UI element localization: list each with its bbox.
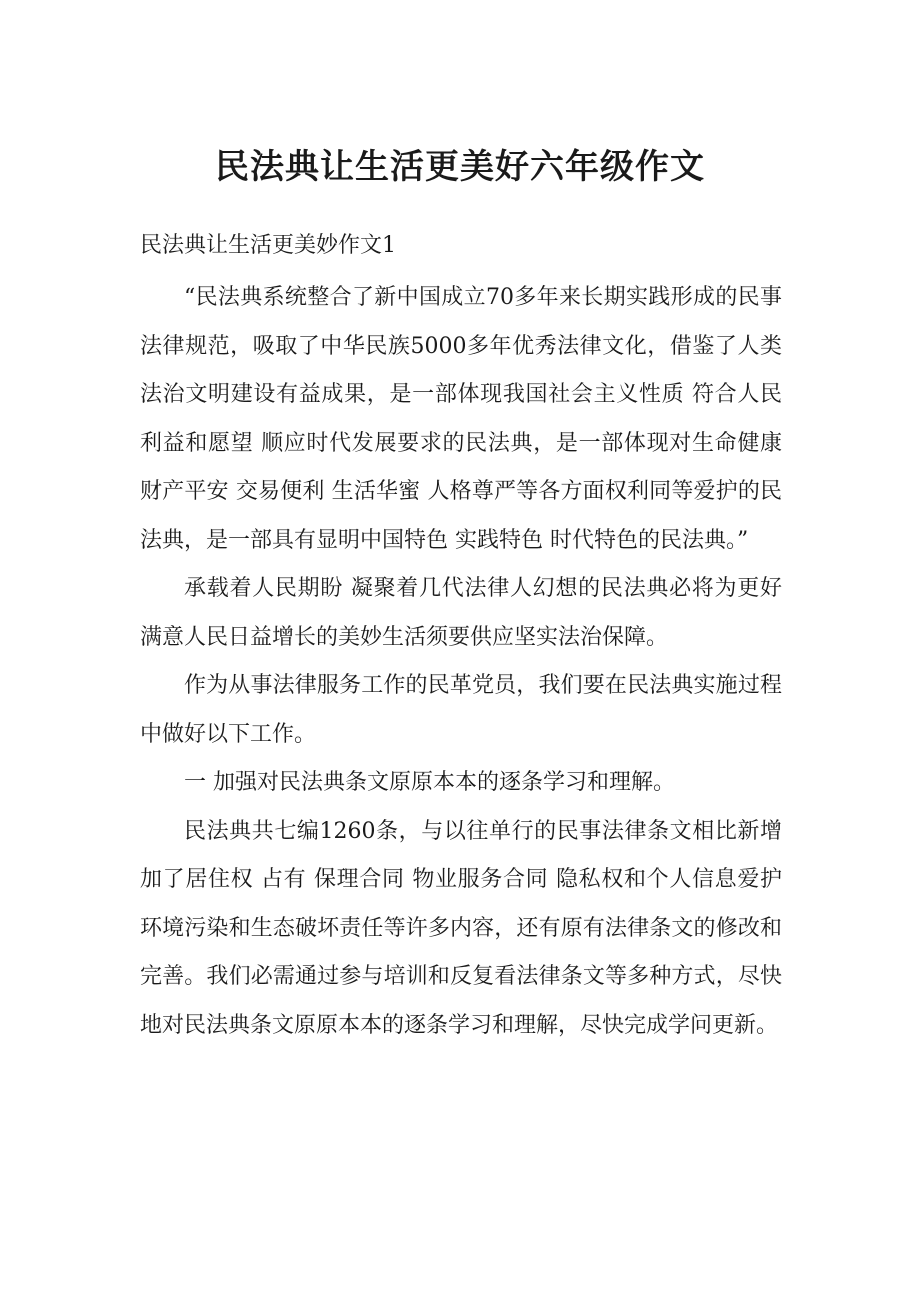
document-subtitle: 民法典让生活更美妙作文1 xyxy=(140,233,396,258)
paragraph-point-one: 一 加强对民法典条文原原本本的逐条学习和理解。 xyxy=(184,770,675,795)
paragraph-expectation: 承载着人民期盼 凝聚着几代法律人幻想的民法典必将为更好满意人民日益增长的美妙生活须要供应坚实法治保障。 xyxy=(140,576,782,650)
document-title: 民法典让生活更美好六年级作文 xyxy=(215,147,705,187)
paragraph-code-content: 民法典共七编1260条，与以往单行的民事法律条文相比新增加了居住权 占有 保理合同 物业服务合同 隐私权和个人信息爱护 环境污染和生态破坏责任等许多内容，还有原有法律条文的修改和完善。我们必需通过参与培训和反复看法律条文等多种方式，尽快地对民法典条文原原本本的逐条学习和理解，尽快完成学问更新。 xyxy=(140,818,782,1038)
paragraph-duty: 作为从事法律服务工作的民革党员，我们要在民法典实施过程中做好以下工作。 xyxy=(140,673,782,747)
paragraph-quote: “民法典系统整合了新中国成立70多年来长期实践形成的民事法律规范，吸取了中华民族5000多年优秀法律文化，借鉴了人类法治文明建设有益成果，是一部体现我国社会主义性质 符合人民利益和愿望 顺应时代发展要求的民法典，是一部体现对生命健康 财产平安 交易便利 生活华蜜 人格尊严等各方面权利同等爱护的民法典，是一部具有显明中国特色 实践特色 时代特色的民法典。” xyxy=(140,285,782,553)
document-body xyxy=(140,274,782,1050)
